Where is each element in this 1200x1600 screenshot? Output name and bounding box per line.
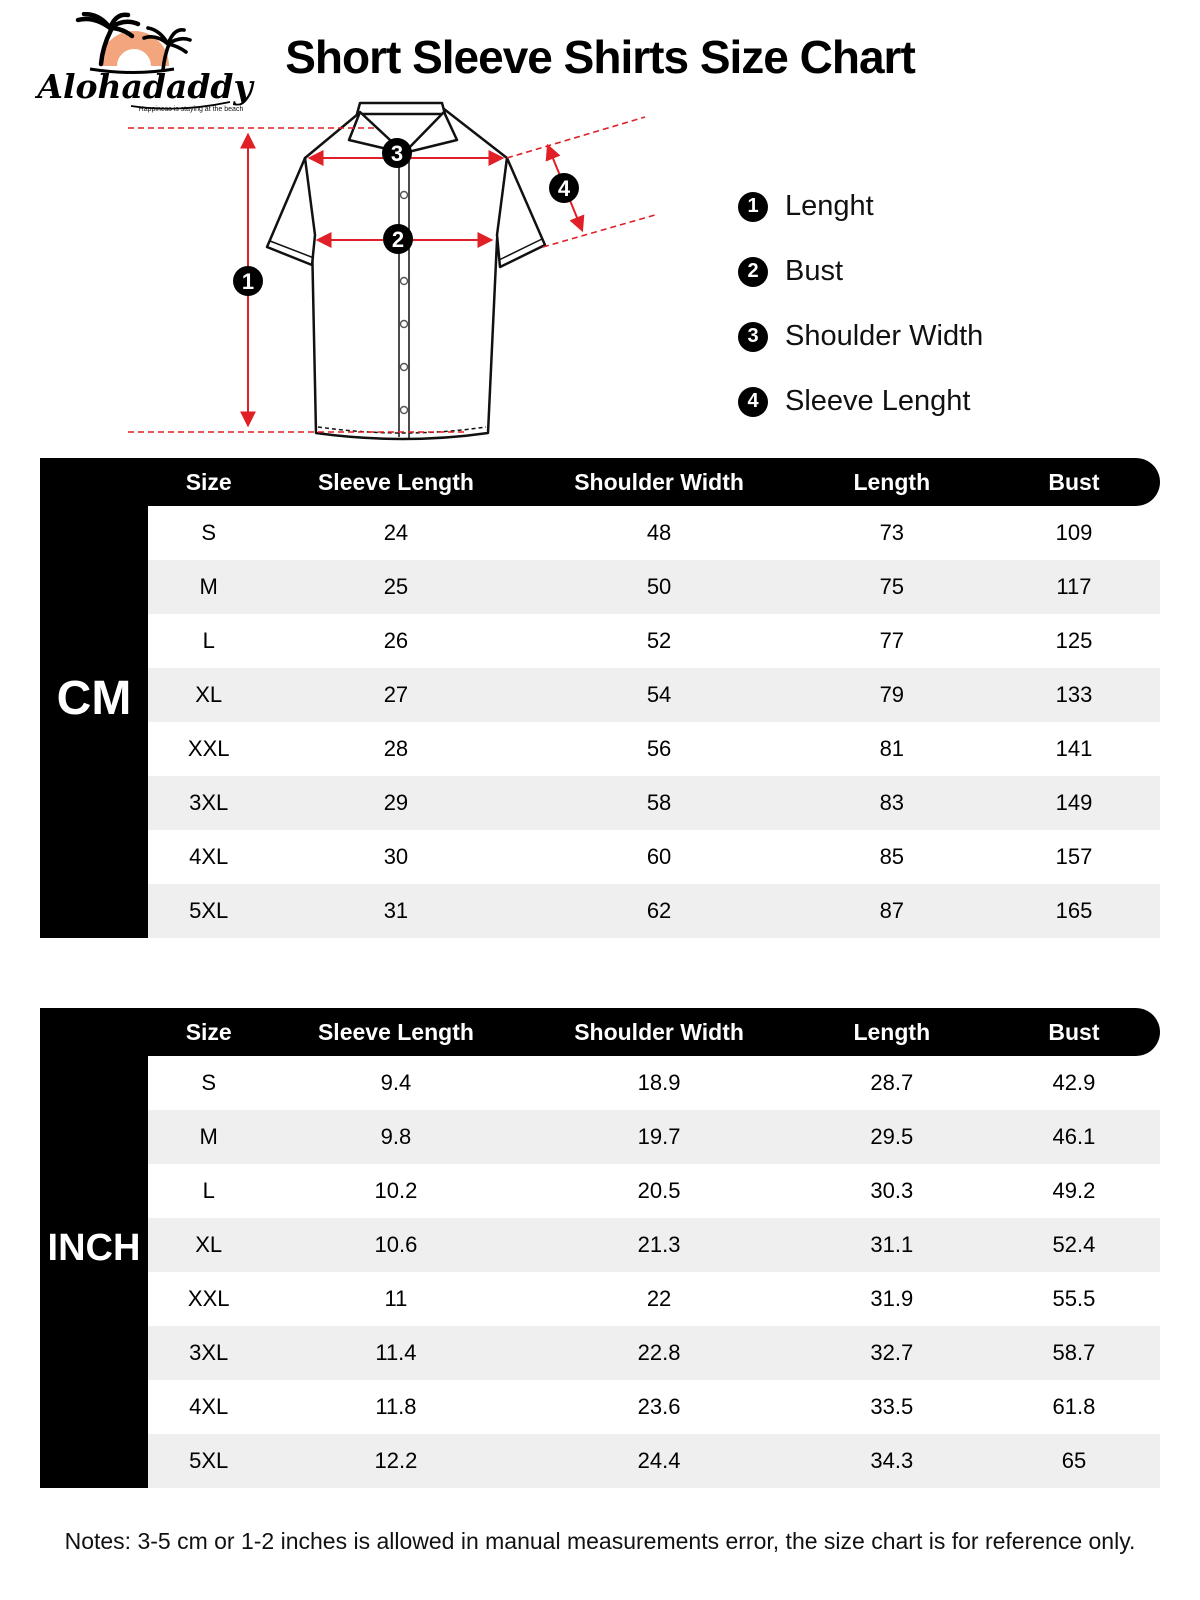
table-cell: 79: [879, 682, 905, 707]
table-cell: 27: [383, 682, 409, 707]
svg-text:4: 4: [557, 176, 571, 201]
table-row: [148, 1164, 1160, 1218]
table-cell: 24.4: [637, 1448, 681, 1473]
table-cell: 49.2: [1052, 1178, 1096, 1203]
table-cell: 85: [879, 844, 905, 869]
page-title: Short Sleeve Shirts Size Chart: [285, 31, 915, 83]
table-cell: XXL: [187, 1286, 230, 1311]
table-cell: 75: [879, 574, 905, 599]
table-cell: 19.7: [637, 1124, 681, 1149]
table-cell: 52.4: [1052, 1232, 1096, 1257]
column-header-sleeve-length: Sleeve Length: [317, 1018, 474, 1045]
column-header-size: Size: [185, 1018, 232, 1045]
collar-band: [357, 103, 445, 114]
table-row: [148, 506, 1160, 560]
cm-unit-label: CM: [40, 458, 148, 938]
table-cell: 62: [646, 898, 672, 923]
table-cell: 21.3: [637, 1232, 681, 1257]
table-cell: 10.2: [374, 1178, 418, 1203]
table-cell: 83: [879, 790, 905, 815]
table-cell: 65: [1061, 1448, 1087, 1473]
table-cell: 56: [646, 736, 672, 761]
table-cell: 109: [1055, 520, 1093, 545]
column-header-length: Length: [853, 468, 931, 495]
table-cell: 11: [384, 1286, 408, 1311]
table-cell: 55.5: [1052, 1286, 1096, 1311]
legend-label-bust: Bust: [785, 255, 844, 287]
table-cell: 9.4: [380, 1070, 412, 1095]
table-cell: 133: [1055, 682, 1093, 707]
table-cell: 157: [1055, 844, 1093, 869]
table-cell: 18.9: [637, 1070, 681, 1095]
table-cell: 73: [879, 520, 905, 545]
shirt-sleeve-right: [497, 158, 545, 267]
table-cell: 22: [646, 1286, 672, 1311]
column-header-bust: Bust: [1048, 1018, 1100, 1045]
table-cell: 87: [879, 898, 905, 923]
table-cell: 28.7: [870, 1070, 914, 1095]
inch-size-table: [40, 1008, 1160, 1536]
table-cell: 11.8: [375, 1394, 417, 1419]
table-cell: 11.4: [375, 1340, 417, 1365]
table-cell: 28: [383, 736, 409, 761]
table-cell: S: [201, 1070, 217, 1095]
column-header-bust: Bust: [1048, 468, 1100, 495]
cm-size-table: [40, 458, 1160, 986]
legend-label-shoulder-width: Shoulder Width: [785, 320, 984, 352]
table-cell: 30: [383, 844, 409, 869]
legend-num-3: 3: [738, 322, 768, 352]
table-cell: 5XL: [189, 898, 229, 923]
table-cell: 50: [646, 574, 672, 599]
column-header-size: Size: [185, 468, 232, 495]
table-cell: 48: [646, 520, 672, 545]
table-cell: 31.1: [870, 1232, 914, 1257]
legend-item-sleeve-length: [738, 385, 983, 418]
table-row: [148, 1110, 1160, 1164]
table-cell: M: [199, 1124, 218, 1149]
table-cell: 61.8: [1052, 1394, 1096, 1419]
legend-label-sleeve-length: Sleeve Lenght: [785, 385, 971, 417]
table-cell: 77: [879, 628, 905, 653]
table-cell: 4XL: [189, 844, 229, 869]
column-header-shoulder-width: Shoulder Width: [574, 1018, 744, 1045]
table-cell: 141: [1055, 736, 1093, 761]
table-cell: 31: [383, 898, 409, 923]
table-cell: 3XL: [189, 1340, 229, 1365]
table-cell: 29: [383, 790, 409, 815]
cm-table-header: [40, 458, 1160, 506]
table-cell: 12.2: [374, 1448, 418, 1473]
table-cell: 26: [383, 628, 409, 653]
table-cell: 25: [383, 574, 409, 599]
table-cell: 52: [646, 628, 672, 653]
table-cell: 22.8: [637, 1340, 681, 1365]
table-cell: 9.8: [380, 1124, 412, 1149]
table-cell: 20.5: [637, 1178, 681, 1203]
inch-unit-label: INCH: [40, 1008, 148, 1488]
legend-label-length: Lenght: [785, 190, 874, 222]
table-cell: L: [202, 628, 215, 653]
table-cell: 32.7: [870, 1340, 914, 1365]
table-cell: XL: [195, 1232, 223, 1257]
column-header-length: Length: [853, 1018, 931, 1045]
table-row: [148, 560, 1160, 614]
table-cell: 4XL: [189, 1394, 229, 1419]
table-cell: XXL: [187, 736, 230, 761]
table-cell: 24: [383, 520, 409, 545]
column-header-shoulder-width: Shoulder Width: [574, 468, 744, 495]
table-cell: 29.5: [870, 1124, 914, 1149]
table-cell: 165: [1055, 898, 1093, 923]
table-row: [148, 1272, 1160, 1326]
table-row: [148, 884, 1160, 938]
brand-name: Alohadaddy: [37, 67, 253, 106]
notes-text: Notes: 3-5 cm or 1-2 inches is allowed in manual measurements error, the size chart is for reference only.: [64, 1528, 1136, 1554]
table-cell: 117: [1056, 574, 1092, 599]
table-cell: 34.3: [870, 1448, 914, 1473]
table-cell: 54: [646, 682, 672, 707]
legend-num-2: 2: [738, 257, 768, 287]
table-cell: 81: [879, 736, 905, 761]
table-row: [148, 1218, 1160, 1272]
table-cell: 31.9: [870, 1286, 914, 1311]
table-cell: 58.7: [1052, 1340, 1096, 1365]
table-cell: 3XL: [189, 790, 229, 815]
table-cell: 30.3: [870, 1178, 914, 1203]
table-row: [148, 1380, 1160, 1434]
table-cell: 33.5: [870, 1394, 914, 1419]
sleeve-extension-top: [507, 117, 645, 158]
table-cell: 5XL: [189, 1448, 229, 1473]
legend-num-1: 1: [738, 192, 768, 222]
table-cell: 58: [646, 790, 672, 815]
cm-table-body: [148, 506, 1160, 938]
table-row: [148, 830, 1160, 884]
measurement-legend: [738, 190, 983, 418]
table-cell: S: [201, 520, 217, 545]
sleeve-extension-bottom: [543, 215, 655, 247]
table-row: [148, 722, 1160, 776]
table-cell: XL: [195, 682, 223, 707]
table-row: [148, 776, 1160, 830]
column-header-sleeve-length: Sleeve Length: [317, 468, 474, 495]
table-row: [148, 614, 1160, 668]
table-row: [148, 1326, 1160, 1380]
svg-text:2: 2: [391, 227, 405, 252]
table-row: [148, 668, 1160, 722]
brand-tagline: Happiness is staying at the beach: [138, 106, 244, 113]
table-row: [148, 1434, 1160, 1488]
table-cell: 149: [1055, 790, 1093, 815]
table-cell: L: [202, 1178, 215, 1203]
shirt-measurement-diagram: [120, 95, 680, 455]
svg-text:1: 1: [241, 269, 255, 294]
inch-table-body: [148, 1056, 1160, 1488]
legend-item-length: [738, 190, 983, 223]
legend-num-4: 4: [738, 387, 768, 417]
inch-table-header: [40, 1008, 1160, 1056]
table-cell: 42.9: [1052, 1070, 1096, 1095]
table-cell: 23.6: [637, 1394, 681, 1419]
legend-item-shoulder-width: [738, 320, 983, 353]
table-cell: 46.1: [1052, 1124, 1096, 1149]
table-cell: 60: [646, 844, 672, 869]
table-cell: 125: [1055, 628, 1093, 653]
table-cell: 10.6: [374, 1232, 418, 1257]
legend-item-bust: [738, 255, 983, 288]
table-cell: M: [199, 574, 218, 599]
svg-text:3: 3: [390, 141, 404, 166]
table-row: [148, 1056, 1160, 1110]
